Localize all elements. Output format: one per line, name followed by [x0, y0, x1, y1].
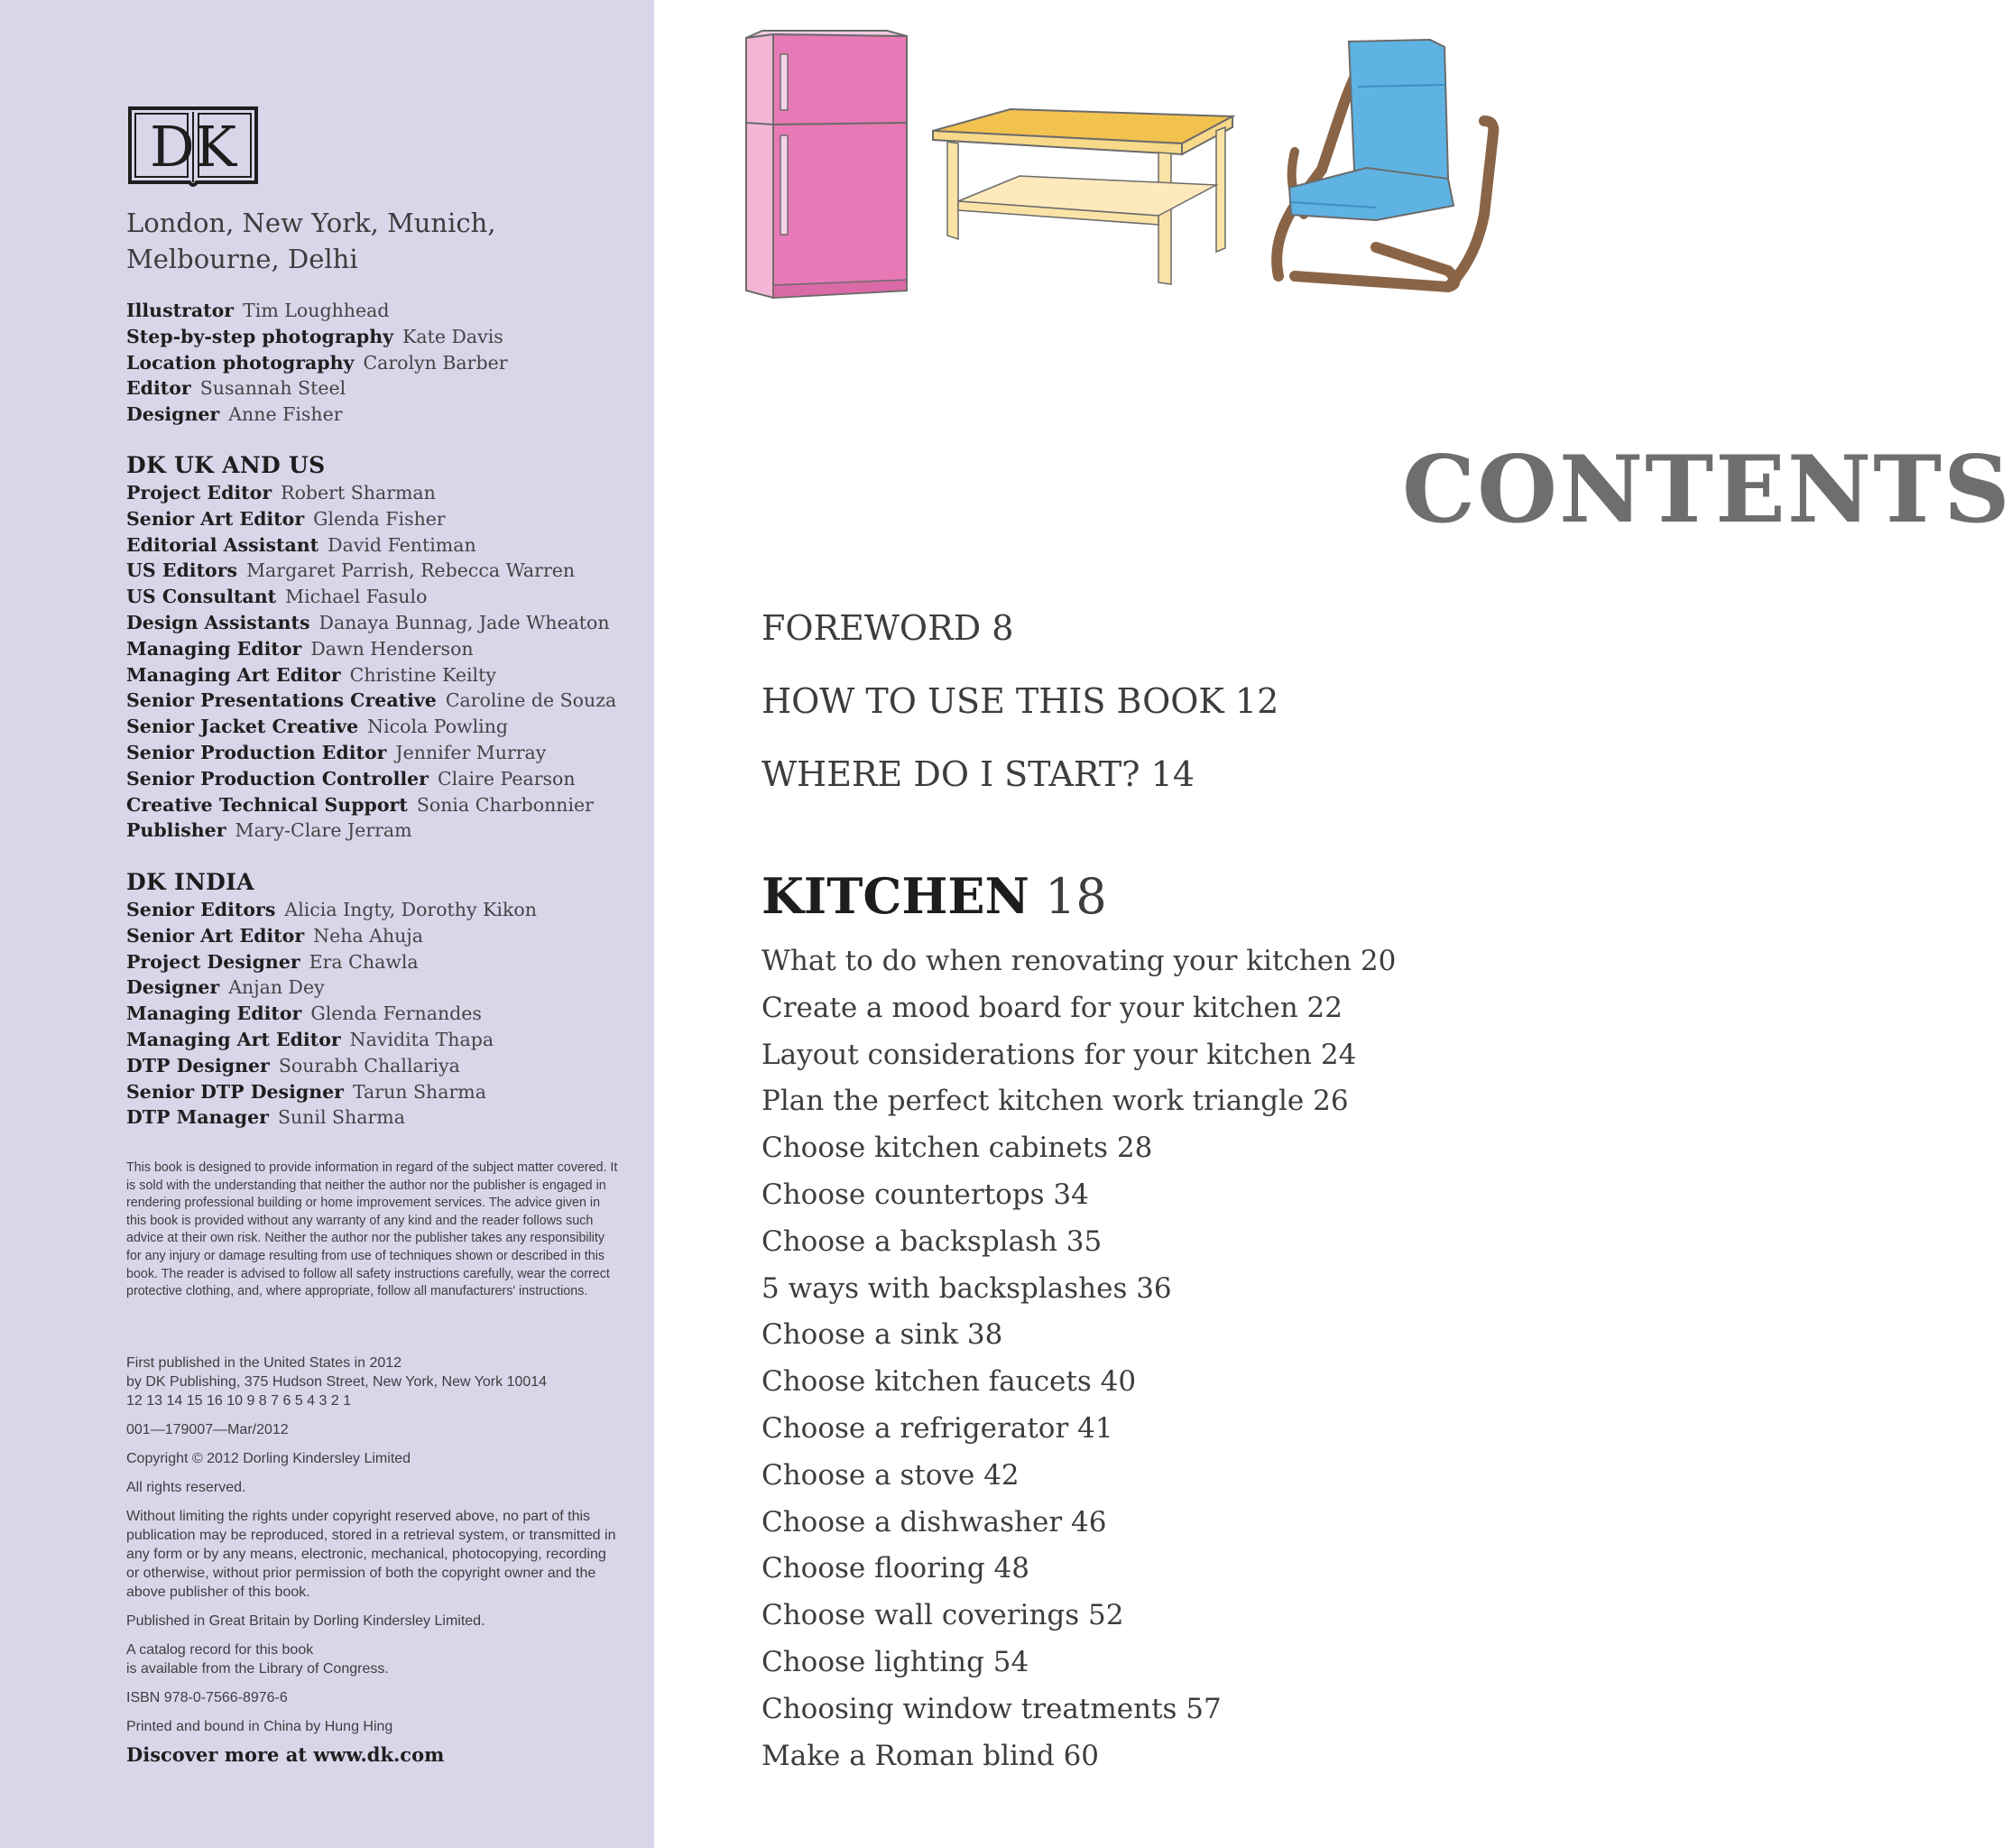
locations-line-2: Melbourne, Delhi — [126, 244, 358, 274]
credit-row: Senior Jacket Creative Nicola Powling — [126, 716, 509, 738]
credit-row: Managing Art Editor Christine Keilty — [126, 663, 496, 686]
credits-dk-uk-us — [126, 451, 641, 844]
toc-entry[interactable]: 5 ways with backsplashes 36 — [761, 1271, 1172, 1305]
credit-row: Publisher Mary-Clare Jerram — [126, 819, 412, 842]
section-heading: DK UK AND US — [126, 452, 326, 478]
credit-row: Managing Editor Dawn Henderson — [126, 637, 474, 660]
section-kitchen-heading[interactable] — [761, 864, 1107, 929]
printed-in: Printed and bound in China by Hung Hing — [126, 1719, 393, 1734]
toc-entry[interactable]: Choose kitchen faucets 40 — [761, 1365, 1137, 1399]
first-published: First published in the United States in 2012 — [126, 1355, 402, 1371]
toc-entry[interactable]: Choose a refrigerator 41 — [761, 1411, 1113, 1445]
credit-row: DTP Designer Sourabh Challariya — [126, 1054, 460, 1076]
credit-row: Managing Art Editor Navidita Thapa — [126, 1028, 494, 1050]
toc-entry[interactable]: Make a Roman blind 60 — [761, 1739, 1100, 1772]
toc-entry[interactable]: Choose countertops 34 — [761, 1178, 1089, 1211]
print-line: 12 13 14 15 16 10 9 8 7 6 5 4 3 2 1 — [126, 1393, 352, 1409]
credits-panel — [0, 0, 654, 1848]
toc-entry[interactable]: Choose wall coverings 52 — [761, 1599, 1124, 1632]
credits-main — [126, 298, 641, 428]
credit-row: Senior DTP Designer Tarun Sharma — [126, 1080, 486, 1103]
toc-entry[interactable]: Choosing window treatments 57 — [761, 1692, 1222, 1725]
rights: All rights reserved. — [126, 1480, 246, 1495]
credit-row: Senior Production Editor Jennifer Murray — [126, 741, 547, 763]
discover-link[interactable]: Discover more at www.dk.com — [126, 1743, 445, 1766]
dk-logo — [126, 101, 260, 191]
section-heading: DK INDIA — [126, 869, 254, 895]
toc-where-start[interactable]: WHERE DO I START? 14 — [761, 754, 1195, 794]
catalog-record: A catalog record for this book — [126, 1642, 314, 1658]
toc-how-to-use[interactable]: HOW TO USE THIS BOOK 12 — [761, 681, 1279, 721]
armchair-illustration — [1268, 34, 1502, 296]
dk-logo-text: DK — [149, 114, 237, 180]
credit-row: Creative Technical Support Sonia Charbonnier — [126, 793, 594, 816]
credit-row: Senior Art Editor Glenda Fisher — [126, 507, 446, 530]
credit-row: US Editors Margaret Parrish, Rebecca Warren — [126, 559, 576, 582]
toc-entry[interactable]: What to do when renovating your kitchen 20 — [761, 945, 1397, 977]
credit-row: Senior Editors Alicia Ingty, Dorothy Kikon — [126, 899, 537, 920]
credit-row: Step-by-step photography Kate Davis — [126, 325, 503, 347]
credit-row: DTP Manager Sunil Sharma — [126, 1106, 405, 1129]
toc-entry[interactable]: Choose a stove 42 — [761, 1458, 1020, 1492]
toc-entry[interactable]: Create a mood board for your kitchen 22 — [761, 991, 1343, 1024]
catalog-library: is available from the Library of Congress. — [126, 1661, 389, 1677]
toc-entry[interactable]: Choose kitchen cabinets 28 — [761, 1132, 1153, 1165]
credit-row: Project Editor Robert Sharman — [126, 482, 436, 504]
credit-row: Designer Anjan Dey — [126, 976, 325, 999]
section-page: 18 — [1045, 868, 1107, 925]
credit-row: Senior Presentations Creative Caroline de Souza — [126, 689, 617, 712]
toc-entry[interactable]: Choose flooring 48 — [761, 1552, 1029, 1585]
gb-published: Published in Great Britain by Dorling Kindersley Limited. — [126, 1613, 485, 1629]
credit-row: Senior Art Editor Neha Ahuja — [126, 924, 423, 947]
print-code: 001—179007—Mar/2012 — [126, 1422, 289, 1437]
credit-row: Project Designer Era Chawla — [126, 950, 419, 973]
credit-row: Senior Production Controller Claire Pearson — [126, 767, 576, 790]
section-title: KITCHEN — [761, 867, 1029, 925]
toc-entry[interactable]: Choose a sink 38 — [761, 1318, 1003, 1352]
publication-info — [126, 1354, 618, 1746]
credit-row: Managing Editor Glenda Fernandes — [126, 1003, 482, 1025]
toc-entry[interactable]: Choose a dishwasher 46 — [761, 1505, 1107, 1538]
credit-row: Designer Anne Fisher — [126, 403, 343, 426]
credit-row: Editor Susannah Steel — [126, 377, 346, 400]
coffee-table-illustration — [929, 104, 1241, 293]
toc-entry[interactable]: Layout considerations for your kitchen 24 — [761, 1038, 1357, 1071]
credit-row: Illustrator Tim Loughhead — [126, 300, 390, 321]
credits-dk-india — [126, 868, 641, 1131]
isbn: ISBN 978-0-7566-8976-6 — [126, 1690, 288, 1705]
disclaimer: This book is designed to provide information in regard of the subject matter covered. It is sold with the understanding that neither the author nor the publisher is engaged in rendering professional building or home improvement services. The advice given in this book is provided without any warranty of any kind and the reader follows such advice at their own risk. Neither the author nor the publisher takes any responsibility for any injury or damage resulting from use of techniques shown or described in this book. The reader is advised to follow all safety instructions carefully, wear the correct protective clothing, and, where appropriate, follow all manufacturers' instructions. — [126, 1160, 618, 1299]
refrigerator-illustration — [735, 27, 925, 307]
limitation: Without limiting the rights under copyright reserved above, no part of this publication may be reproduced, stored in a retrieval system, or transmitted in any form or by any means, electronic, mechanical, photocopying, recording or otherwise, without prior permission of both the copyright owner and the above publisher of this book. — [126, 1509, 616, 1600]
kitchen-toc-list — [761, 938, 1396, 1779]
publisher-address: by DK Publishing, 375 Hudson Street, New York, New York 10014 — [126, 1374, 548, 1390]
credit-row: US Consultant Michael Fasulo — [126, 586, 428, 608]
toc-foreword[interactable]: FOREWORD 8 — [761, 608, 1014, 648]
credit-row: Editorial Assistant David Fentiman — [126, 533, 476, 556]
credit-row: Design Assistants Danaya Bunnag, Jade Wheaton — [126, 611, 610, 633]
copyright: Copyright © 2012 Dorling Kindersley Limited — [126, 1451, 411, 1466]
toc-entry[interactable]: Plan the perfect kitchen work triangle 26 — [761, 1085, 1349, 1118]
contents-panel — [654, 0, 2012, 1848]
locations-line-1: London, New York, Munich, — [126, 208, 496, 238]
toc-entry[interactable]: Choose lighting 54 — [761, 1645, 1029, 1678]
credit-row: Location photography Carolyn Barber — [126, 351, 508, 374]
contents-title: CONTENTS — [1402, 436, 2012, 544]
toc-entry[interactable]: Choose a backsplash 35 — [761, 1224, 1103, 1258]
